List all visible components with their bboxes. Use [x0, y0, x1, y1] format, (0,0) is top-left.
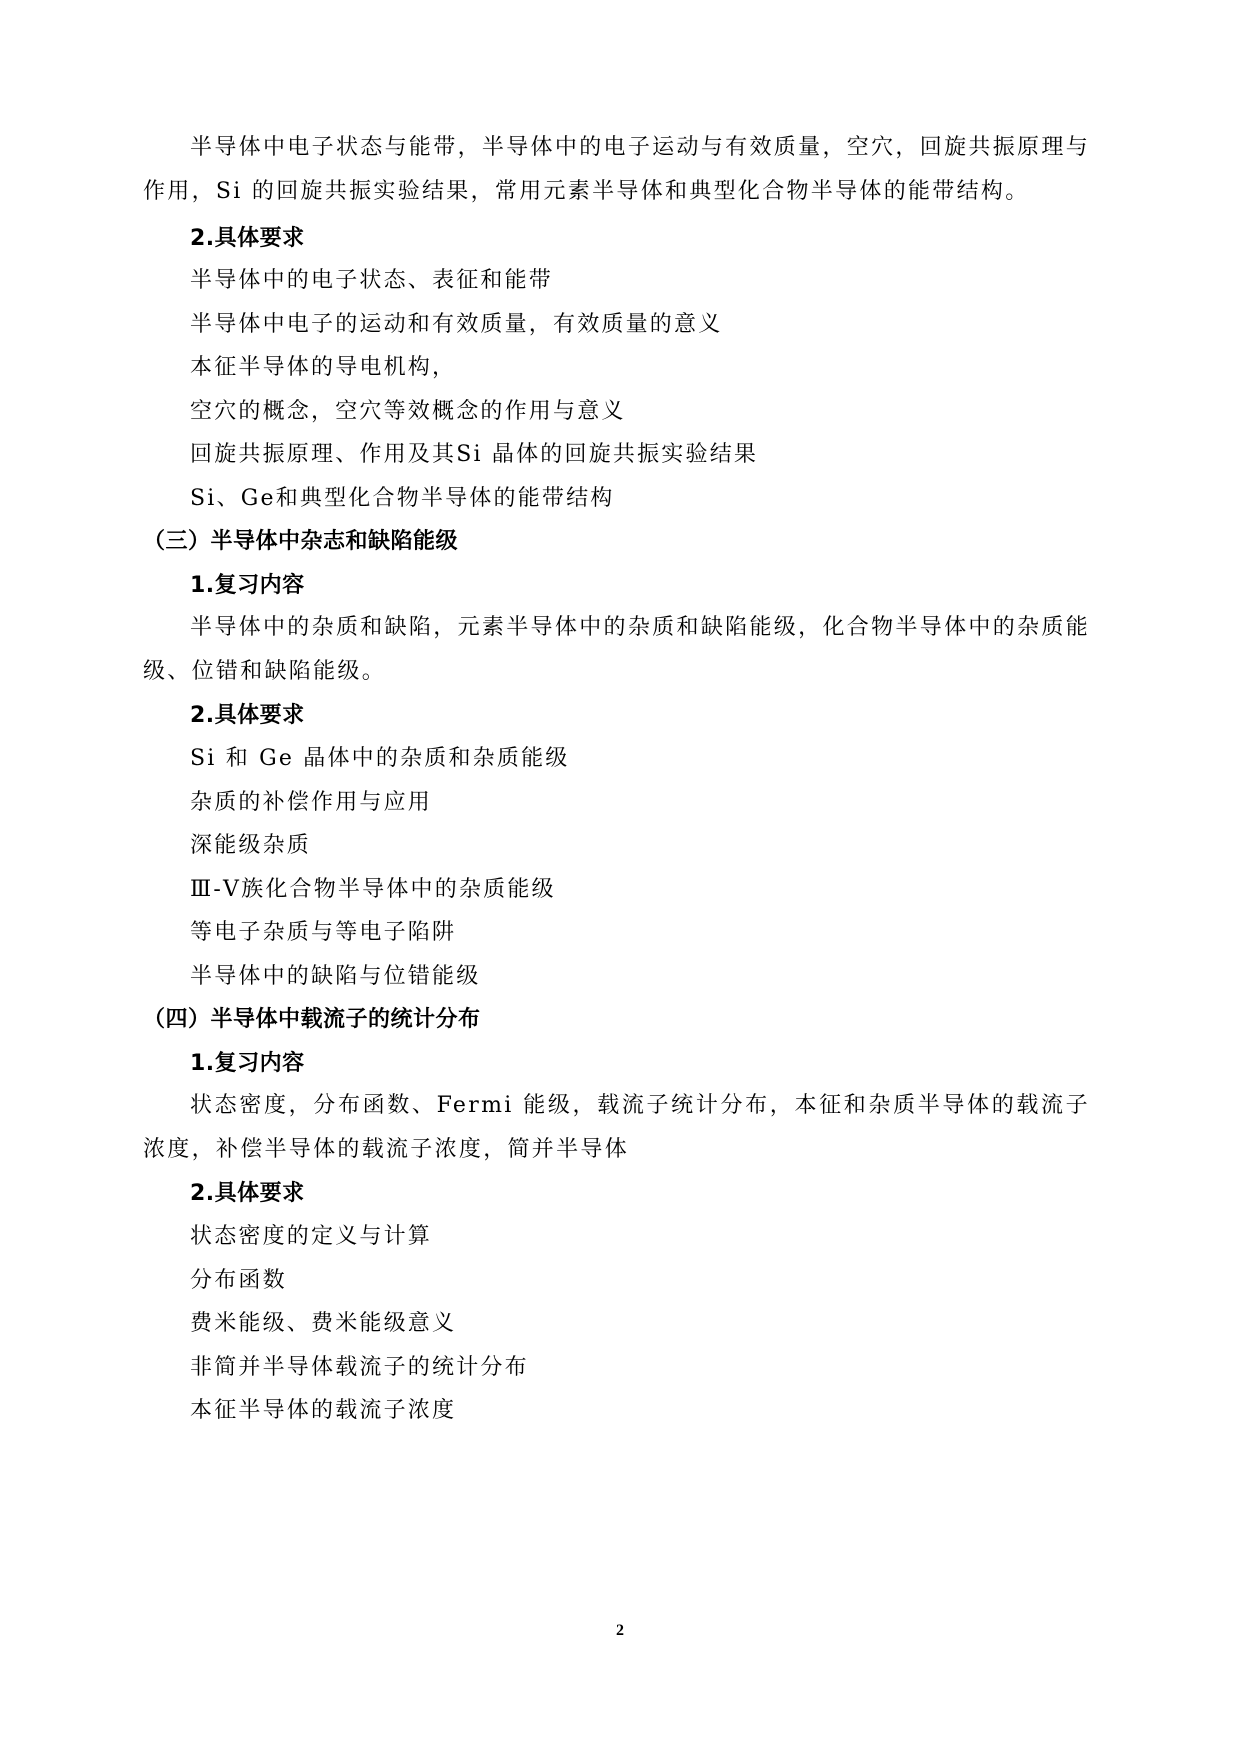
requirement-item: 等电子杂质与等电子陷阱 [190, 920, 457, 945]
section3-title: （三）半导体中杂志和缺陷能级 [143, 529, 459, 554]
requirement-item: Ⅲ-Ⅴ族化合物半导体中的杂质能级 [190, 877, 556, 902]
requirement-item: 非简并半导体载流子的统计分布 [190, 1355, 529, 1380]
section3-requirements-heading: 2.具体要求 [190, 703, 305, 728]
requirement-item: 状态密度的定义与计算 [190, 1224, 433, 1249]
section3-review-heading: 1.复习内容 [190, 573, 305, 598]
requirement-item: 半导体中电子的运动和有效质量，有效质量的意义 [190, 312, 723, 337]
requirement-item: Si、Ge和典型化合物半导体的能带结构 [190, 486, 615, 511]
section4-review-paragraph: 状态密度，分布函数、Fermi 能级，载流子统计分布，本征和杂质半导体的载流子浓度，补偿半导体的载流子浓度，简并半导体 [143, 1093, 1090, 1162]
requirement-item: 深能级杂质 [190, 833, 312, 858]
section2-requirements-heading: 2.具体要求 [190, 226, 305, 251]
section3-review-paragraph: 半导体中的杂质和缺陷，元素半导体中的杂质和缺陷能级，化合物半导体中的杂质能级、位错和缺陷能级。 [143, 615, 1090, 684]
intro-paragraph: 半导体中电子状态与能带，半导体中的电子运动与有效质量，空穴，回旋共振原理与作用，Si 的回旋共振实验结果，常用元素半导体和典型化合物半导体的能带结构。 [143, 135, 1090, 204]
requirement-item: 本征半导体的载流子浓度 [190, 1398, 457, 1423]
requirement-item: 杂质的补偿作用与应用 [190, 790, 433, 815]
requirement-item: 半导体中的电子状态、表征和能带 [190, 268, 554, 293]
page-number: 2 [616, 1622, 624, 1639]
requirement-item: 本征半导体的导电机构， [190, 355, 457, 380]
requirement-item: 半导体中的缺陷与位错能级 [190, 964, 481, 989]
section4-review-heading: 1.复习内容 [190, 1051, 305, 1076]
requirement-item: 空穴的概念，空穴等效概念的作用与意义 [190, 399, 626, 424]
requirement-item: 分布函数 [190, 1268, 287, 1293]
requirement-item: 回旋共振原理、作用及其Si 晶体的回旋共振实验结果 [190, 442, 759, 467]
requirement-item: 费米能级、费米能级意义 [190, 1311, 457, 1336]
section4-requirements-heading: 2.具体要求 [190, 1181, 305, 1206]
section4-title: （四）半导体中载流子的统计分布 [143, 1007, 481, 1032]
requirement-item: Si 和 Ge 晶体中的杂质和杂质能级 [190, 746, 570, 771]
